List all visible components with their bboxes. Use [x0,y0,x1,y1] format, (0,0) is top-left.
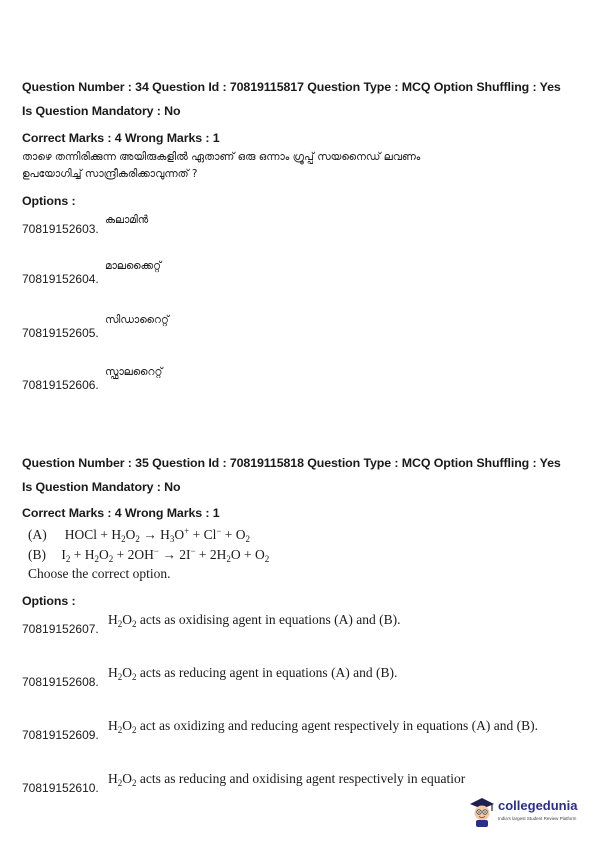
option-text: $H_2O_2$ acts as reducing agent in equations (A) and (B). [108,665,398,682]
q34-option-4[interactable] [22,368,582,392]
q35-instruction: Choose the correct option. [28,566,171,581]
q34-option-1[interactable] [22,212,582,236]
option-id: 70819152605. [22,326,99,340]
logo-tagline: India's largest Student Review Platform [498,816,577,821]
q34-question-line1: താഴെ തന്നിരിക്കുന്ന അയിരുകളിൽ ഏതാണ് ഒരു ഒന്നാം ഗ്രൂപ്പ് സയനൈഡ് ലവണം [22,151,421,163]
option-id: 70819152603. [22,222,99,236]
q35-option-1[interactable] [22,612,582,636]
q34-options-label: Options : [22,194,76,208]
q35-header: Question Number : 35 Question Id : 70819115818 Question Type : MCQ Option Shuffling : Yes [22,456,561,470]
q34-mandatory: Is Question Mandatory : No [22,104,181,118]
option-text: മാലക്കൈറ്റ് [105,260,162,272]
q35-option-2[interactable] [22,665,582,689]
option-text: സ്ഫാലറൈറ്റ് [105,366,163,378]
option-text: $H_2O_2$ act as oxidizing and reducing agent respectively in equations (A) and (B). [108,718,538,735]
collegedunia-logo [468,796,588,830]
option-text-body: acts as reducing and oxidising agent respectively in equatior [136,771,466,786]
option-id: 70819152608. [22,675,99,689]
option-text-body: acts as oxidising agent in equations (A) and (B). [136,612,401,627]
q34-question [22,149,452,183]
option-id: 70819152606. [22,378,99,392]
q34-header: Question Number : 34 Question Id : 70819115817 Question Type : MCQ Option Shuffling : Yes [22,80,561,94]
q34-option-2[interactable] [22,262,582,286]
q35-options-label: Options : [22,594,76,608]
q35-option-4[interactable] [22,771,582,795]
option-id: 70819152609. [22,728,99,742]
equation-b-body: $I_2 + H_2O_2 + 2OH^- \to 2I^- + 2H_2O + O_2$ [61,546,270,564]
q35-mandatory: Is Question Mandatory : No [22,480,181,494]
logo-wordmark: collegedunia [498,798,578,813]
option-id: 70819152607. [22,622,99,636]
equation-b-label: (B) [28,547,46,562]
q34-marks: Correct Marks : 4 Wrong Marks : 1 [22,131,220,145]
option-text: $H_2O_2$ acts as reducing and oxidising agent respectively in equatior [108,771,466,788]
option-text-body: acts as reducing agent in equations (A) and (B). [136,665,398,680]
mascot-icon [468,796,496,828]
option-text: കലാമിൻ [105,214,149,226]
option-id: 70819152610. [22,781,99,795]
option-text: $H_2O_2$ acts as oxidising agent in equations (A) and (B). [108,612,401,629]
option-id: 70819152604. [22,272,99,286]
q34-option-3[interactable] [22,316,582,340]
q34-question-line2: ഉപയോഗിച്ച് സാന്ദ്രീകരിക്കാവുന്നത് ? [22,168,198,180]
option-text: സിഡാറൈറ്റ് [105,314,169,326]
q35-option-3[interactable] [22,718,582,742]
equation-a [28,527,250,543]
q35-marks: Correct Marks : 4 Wrong Marks : 1 [22,506,220,520]
equation-a-label: (A) [28,527,47,542]
equation-b [28,547,269,563]
option-text-body: act as oxidizing and reducing agent respectively in equations (A) and (B). [136,718,538,733]
equation-a-body: HOCl + $H_2O_2 \to H_3O^+ + Cl^- + O_2$ [61,526,251,544]
